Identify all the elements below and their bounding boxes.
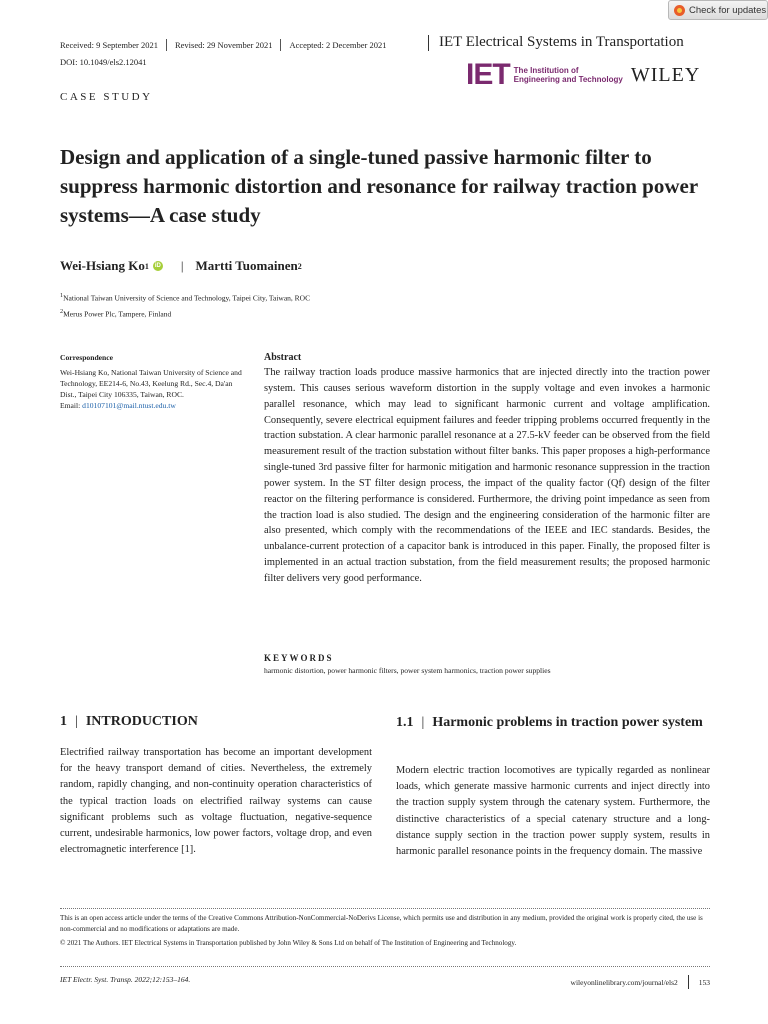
copyright-text: © 2021 The Authors. IET Electrical Systems in Transportation published by John Wiley & Sons Ltd on behalf of The Institution of Engineering and Technology.	[60, 939, 517, 947]
author-list	[60, 258, 302, 274]
section-divider: |	[75, 714, 78, 729]
footer-right	[571, 975, 710, 989]
author-affiliation-sup: 2	[297, 261, 302, 271]
affiliation-text: Merus Power Plc, Tampere, Finland	[63, 309, 172, 319]
divider	[688, 975, 689, 989]
section-title: INTRODUCTION	[85, 714, 198, 729]
check-for-updates-button[interactable]	[668, 0, 768, 20]
subsection-number: 1.1	[396, 715, 414, 730]
affiliation-sup: 2	[60, 308, 64, 315]
intro-paragraph: Electrified railway transportation has become an important development for the heavy transport demand of cities. Nevertheless, the extremely random, rapidly changing, and non-continuity operation characteristics of the typical traction loads on electrified railway systems can cause significant problems such as voltage fluctuation, negative-sequence current, undesirable harmonics, low power factors, voltage drop, and even electromagnetic interference [1].	[60, 747, 372, 856]
crossmark-icon	[674, 5, 685, 16]
author-affiliation-sup: 1	[144, 261, 149, 271]
journal-header	[428, 34, 684, 51]
divider	[428, 35, 429, 51]
correspondence-email	[60, 400, 250, 411]
abstract-text: The railway traction loads produce massive harmonics that are injected directly into the traction power system. This causes serious waveform distortion in the supply voltage and even invokes a harmonic parallel resonance, which may lead to significant harmonic current and voltage amplification. Consequently, severe electrical equipment failures and feeder tripping problems occurred frequently in the traction substation. A clear harmonic parallel resonance at a 27.5-kV feeder can be observed from the field measurement result of the traction substation without filter banks. This paper proposes a high-performance single-tuned 3rd passive filter for harmonic mitigation and harmonic resonance suppression in the traction power system. In the ST filter design process, the impact of the quality factor (Qf) design of the filter reactor on the filtering performance is considered. Furthermore, the driving point impedance as seen from the traction load is also studied. The design and the engineering consideration of the harmonic filter are also presented, which comply with the recommendations of the IEEE and IEC standards. Besides, the unbalance-current protection of a capacitor bank is introduced in this paper. Finally, the proposed filter is implemented in an actual traction substation, from the field measurement results; the proposed harmonic filter delivers very good performance.	[264, 367, 710, 584]
license-footnote	[60, 913, 710, 952]
divider	[166, 39, 167, 51]
iet-logo-text	[514, 66, 623, 84]
correspondence-label: Correspondence	[60, 353, 114, 362]
page-number: 153	[698, 977, 710, 987]
abstract-heading: Abstract	[264, 352, 302, 363]
article-type: CASE STUDY	[60, 91, 153, 103]
author-name[interactable]: Wei-Hsiang Ko	[60, 258, 145, 273]
subsection-paragraph: Modern electric traction locomotives are typically regarded as nonlinear loads, which generate massive harmonic currents and inject directly into the traction supply system through the catenary system. Furthermore, the distinctive characteristics of a special catenary structure and a long-distance supply section in the traction power supply system, results in harmonic parallel resonance points in the frequency domain. The massive	[396, 765, 710, 858]
revised-date: Revised: 29 November 2021	[174, 40, 273, 50]
license-text: This is an open access article under the terms of the Creative Commons Attribution-NonCommercial-NoDerivs License, which permits use and distribution in any medium, provided the original work is properly cited, the use is non-commercial and no modifications or adaptations are made.	[60, 914, 703, 933]
citation: IET Electr. Syst. Transp. 2022;12:153–164.	[60, 975, 191, 984]
divider	[280, 39, 281, 51]
publisher-logos	[466, 60, 700, 90]
email-label: Email:	[60, 401, 81, 410]
section-heading	[60, 714, 198, 730]
subsection-heading	[396, 714, 710, 731]
keywords-list: harmonic distortion, power harmonic filters, power system harmonics, traction power supplies	[264, 666, 551, 675]
author-name[interactable]: Martti Tuomainen	[195, 258, 298, 273]
accepted-date: Accepted: 2 December 2021	[289, 40, 387, 50]
received-date: Received: 9 September 2021	[60, 40, 158, 50]
footnote-rule	[60, 908, 710, 909]
article-title: Design and application of a single-tuned passive harmonic filter to suppress harmonic distortion and resonance for railway traction power systems—A case study	[60, 145, 698, 227]
author-separator: |	[180, 258, 184, 273]
iet-line2: Engineering and Technology	[513, 75, 623, 84]
affiliation-text: National Taiwan University of Science and Technology, Taipei City, Taiwan, ROC	[63, 293, 311, 303]
keywords-heading: KEYWORDS	[264, 653, 334, 663]
doi[interactable]: DOI: 10.1049/els2.12041	[60, 57, 147, 67]
correspondence-address: Wei-Hsiang Ko, National Taiwan University of Science and Technology, EE214-6, No.43, Keelung Rd., Sec.4, Da'an Dist., Taipei City 106335, Taiwan, ROC.	[60, 368, 242, 399]
orcid-icon[interactable]: iD	[154, 263, 161, 269]
affiliation	[60, 292, 310, 303]
abstract	[264, 352, 710, 587]
subsection-title: Harmonic problems in traction power system	[432, 715, 703, 730]
iet-line1: The Institution of	[513, 66, 579, 75]
section-divider: |	[421, 715, 425, 730]
correspondence-block	[60, 352, 250, 411]
email-link[interactable]: d10107101@mail.ntust.edu.tw	[82, 401, 176, 410]
journal-url[interactable]: wileyonlinelibrary.com/journal/els2	[570, 977, 678, 987]
iet-logo: IET	[466, 58, 510, 91]
affiliation-sup: 1	[60, 292, 64, 299]
affiliation	[60, 308, 171, 319]
wiley-logo: WILEY	[630, 63, 701, 86]
journal-name[interactable]: IET Electrical Systems in Transportation	[439, 34, 684, 50]
article-dates	[60, 39, 386, 51]
check-updates-label: Check for updates	[689, 4, 767, 16]
footer-rule	[60, 966, 710, 967]
section-number: 1	[60, 714, 67, 729]
